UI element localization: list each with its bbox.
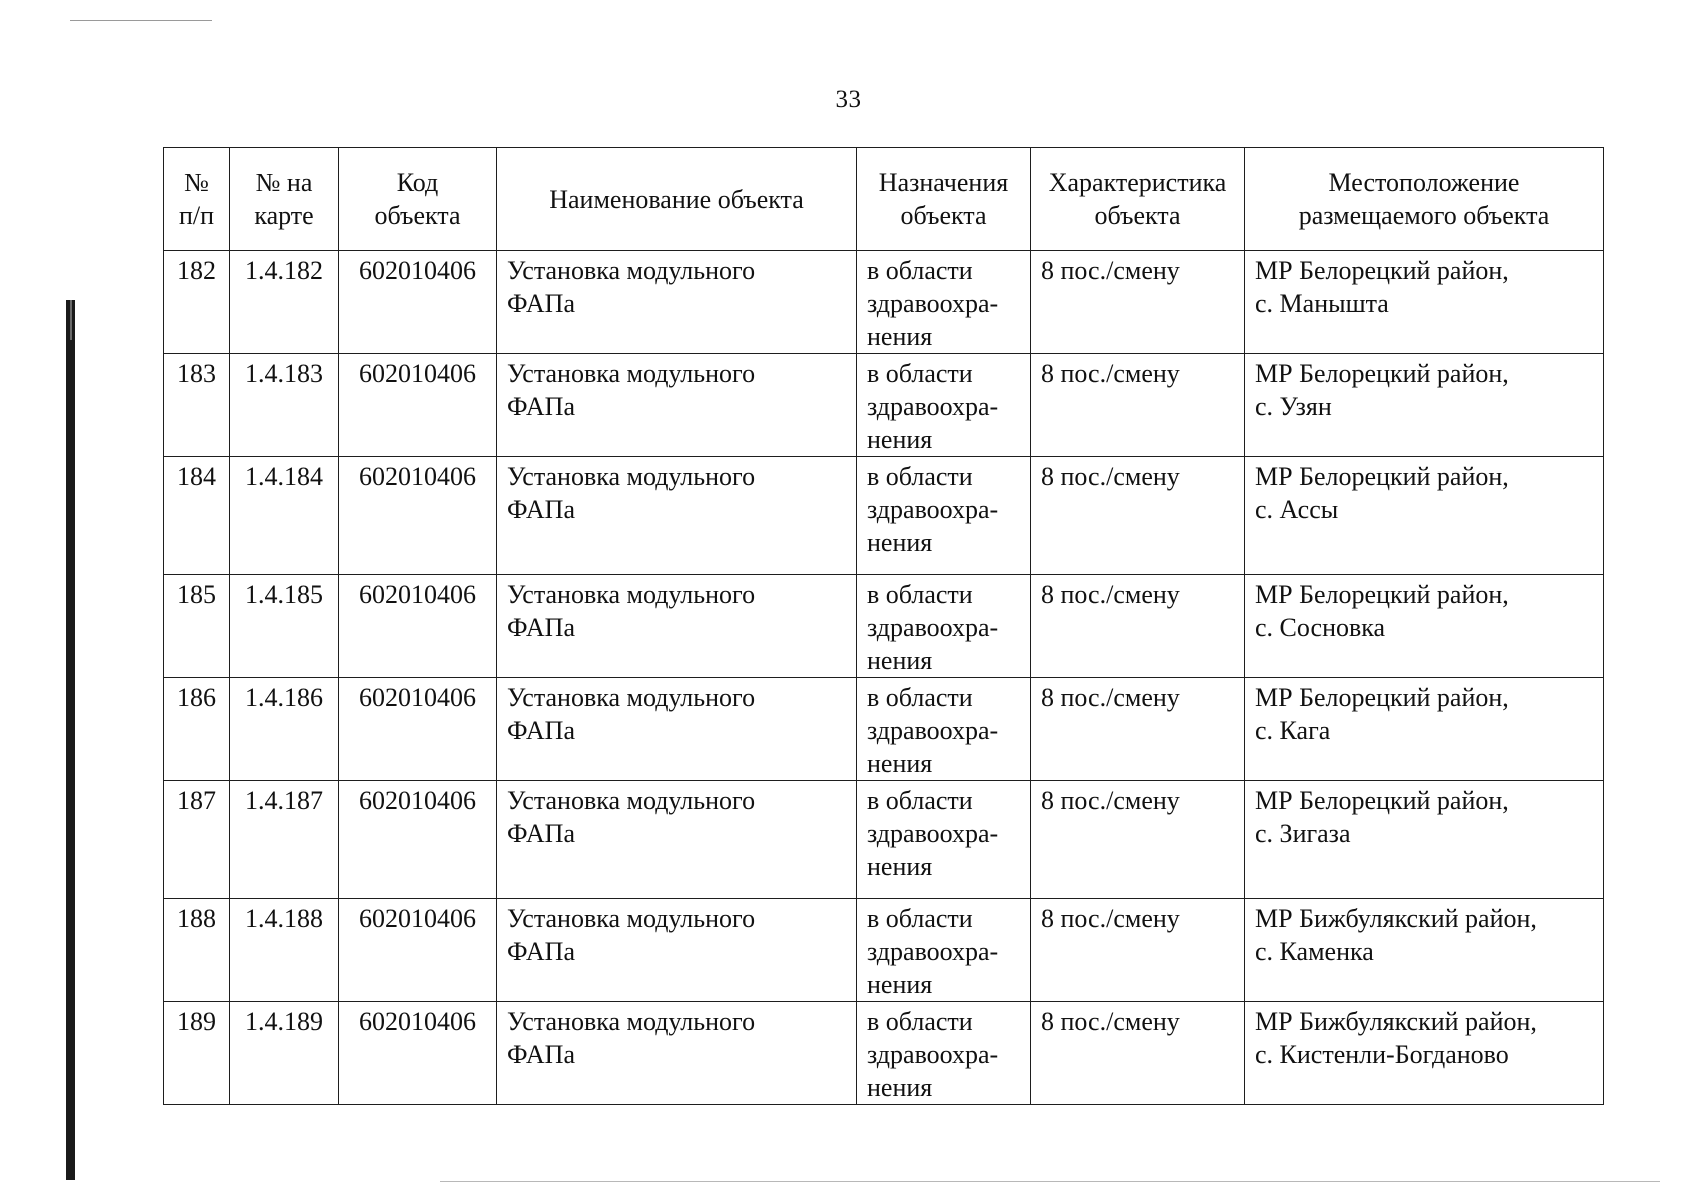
cell-object-purpose: в области здравоохра- нения [857,251,1031,354]
cell-object-location: МР Бижбулякский район, с. Каменка [1245,899,1604,1002]
cell-row-number: 187 [164,781,230,899]
cell-object-location: МР Белорецкий район, с. Манышта [1245,251,1604,354]
cell-map-number: 1.4.185 [230,575,339,678]
cell-object-characteristic: 8 пос./смену [1031,1002,1245,1105]
cell-row-number: 182 [164,251,230,354]
cell-object-code: 602010406 [339,575,497,678]
header-object-code: Код объекта [339,148,497,251]
page-number: 33 [835,86,862,113]
cell-object-location: МР Белорецкий район, с. Зигаза [1245,781,1604,899]
cell-object-characteristic: 8 пос./смену [1031,899,1245,1002]
cell-object-code: 602010406 [339,781,497,899]
scan-artifact-binding-edge [66,300,75,1180]
cell-object-purpose: в области здравоохра- нения [857,899,1031,1002]
table-row [164,251,1604,354]
cell-object-characteristic: 8 пос./смену [1031,781,1245,899]
cell-object-purpose: в области здравоохра- нения [857,678,1031,781]
table-row [164,354,1604,457]
scan-artifact-line-top [70,20,212,21]
cell-object-location: МР Белорецкий район, с. Сосновка [1245,575,1604,678]
cell-object-name: Установка модульного ФАПа [497,457,857,575]
cell-object-purpose: в области здравоохра- нения [857,781,1031,899]
cell-map-number: 1.4.186 [230,678,339,781]
cell-object-location: МР Белорецкий район, с. Узян [1245,354,1604,457]
cell-object-characteristic: 8 пос./смену [1031,457,1245,575]
cell-object-purpose: в области здравоохра- нения [857,1002,1031,1105]
cell-row-number: 188 [164,899,230,1002]
header-object-purpose: Назначения объекта [857,148,1031,251]
cell-object-location: МР Белорецкий район, с. Ассы [1245,457,1604,575]
cell-map-number: 1.4.182 [230,251,339,354]
table-row [164,678,1604,781]
cell-object-characteristic: 8 пос./смену [1031,575,1245,678]
cell-object-name: Установка модульного ФАПа [497,781,857,899]
cell-map-number: 1.4.184 [230,457,339,575]
cell-map-number: 1.4.189 [230,1002,339,1105]
cell-object-location: МР Белорецкий район, с. Кага [1245,678,1604,781]
cell-object-characteristic: 8 пос./смену [1031,251,1245,354]
cell-row-number: 185 [164,575,230,678]
cell-object-code: 602010406 [339,251,497,354]
cell-object-name: Установка модульного ФАПа [497,575,857,678]
scan-artifact-line-bottom [440,1181,1660,1182]
cell-object-code: 602010406 [339,457,497,575]
table-row [164,899,1604,1002]
cell-object-name: Установка модульного ФАПа [497,251,857,354]
cell-map-number: 1.4.187 [230,781,339,899]
objects-table [163,147,1604,1105]
cell-row-number: 186 [164,678,230,781]
cell-object-characteristic: 8 пос./смену [1031,678,1245,781]
table-header-row [164,148,1604,251]
header-row-number: № п/п [164,148,230,251]
table-row [164,1002,1604,1105]
cell-row-number: 183 [164,354,230,457]
cell-object-characteristic: 8 пос./смену [1031,354,1245,457]
cell-row-number: 184 [164,457,230,575]
cell-object-code: 602010406 [339,354,497,457]
cell-map-number: 1.4.188 [230,899,339,1002]
header-object-characteristic: Характеристика объекта [1031,148,1245,251]
cell-object-name: Установка модульного ФАПа [497,899,857,1002]
cell-object-purpose: в области здравоохра- нения [857,354,1031,457]
cell-object-purpose: в области здравоохра- нения [857,457,1031,575]
table-row [164,457,1604,575]
header-map-number: № на карте [230,148,339,251]
cell-map-number: 1.4.183 [230,354,339,457]
cell-object-purpose: в области здравоохра- нения [857,575,1031,678]
cell-object-location: МР Бижбулякский район, с. Кистенли-Богданово [1245,1002,1604,1105]
cell-row-number: 189 [164,1002,230,1105]
cell-object-name: Установка модульного ФАПа [497,1002,857,1105]
cell-object-code: 602010406 [339,678,497,781]
cell-object-code: 602010406 [339,1002,497,1105]
cell-object-name: Установка модульного ФАПа [497,354,857,457]
header-object-name: Наименование объекта [497,148,857,251]
scan-artifact-mark [70,300,72,340]
cell-object-code: 602010406 [339,899,497,1002]
table-row [164,575,1604,678]
cell-object-name: Установка модульного ФАПа [497,678,857,781]
table-row [164,781,1604,899]
header-object-location: Местоположение размещаемого объекта [1245,148,1604,251]
